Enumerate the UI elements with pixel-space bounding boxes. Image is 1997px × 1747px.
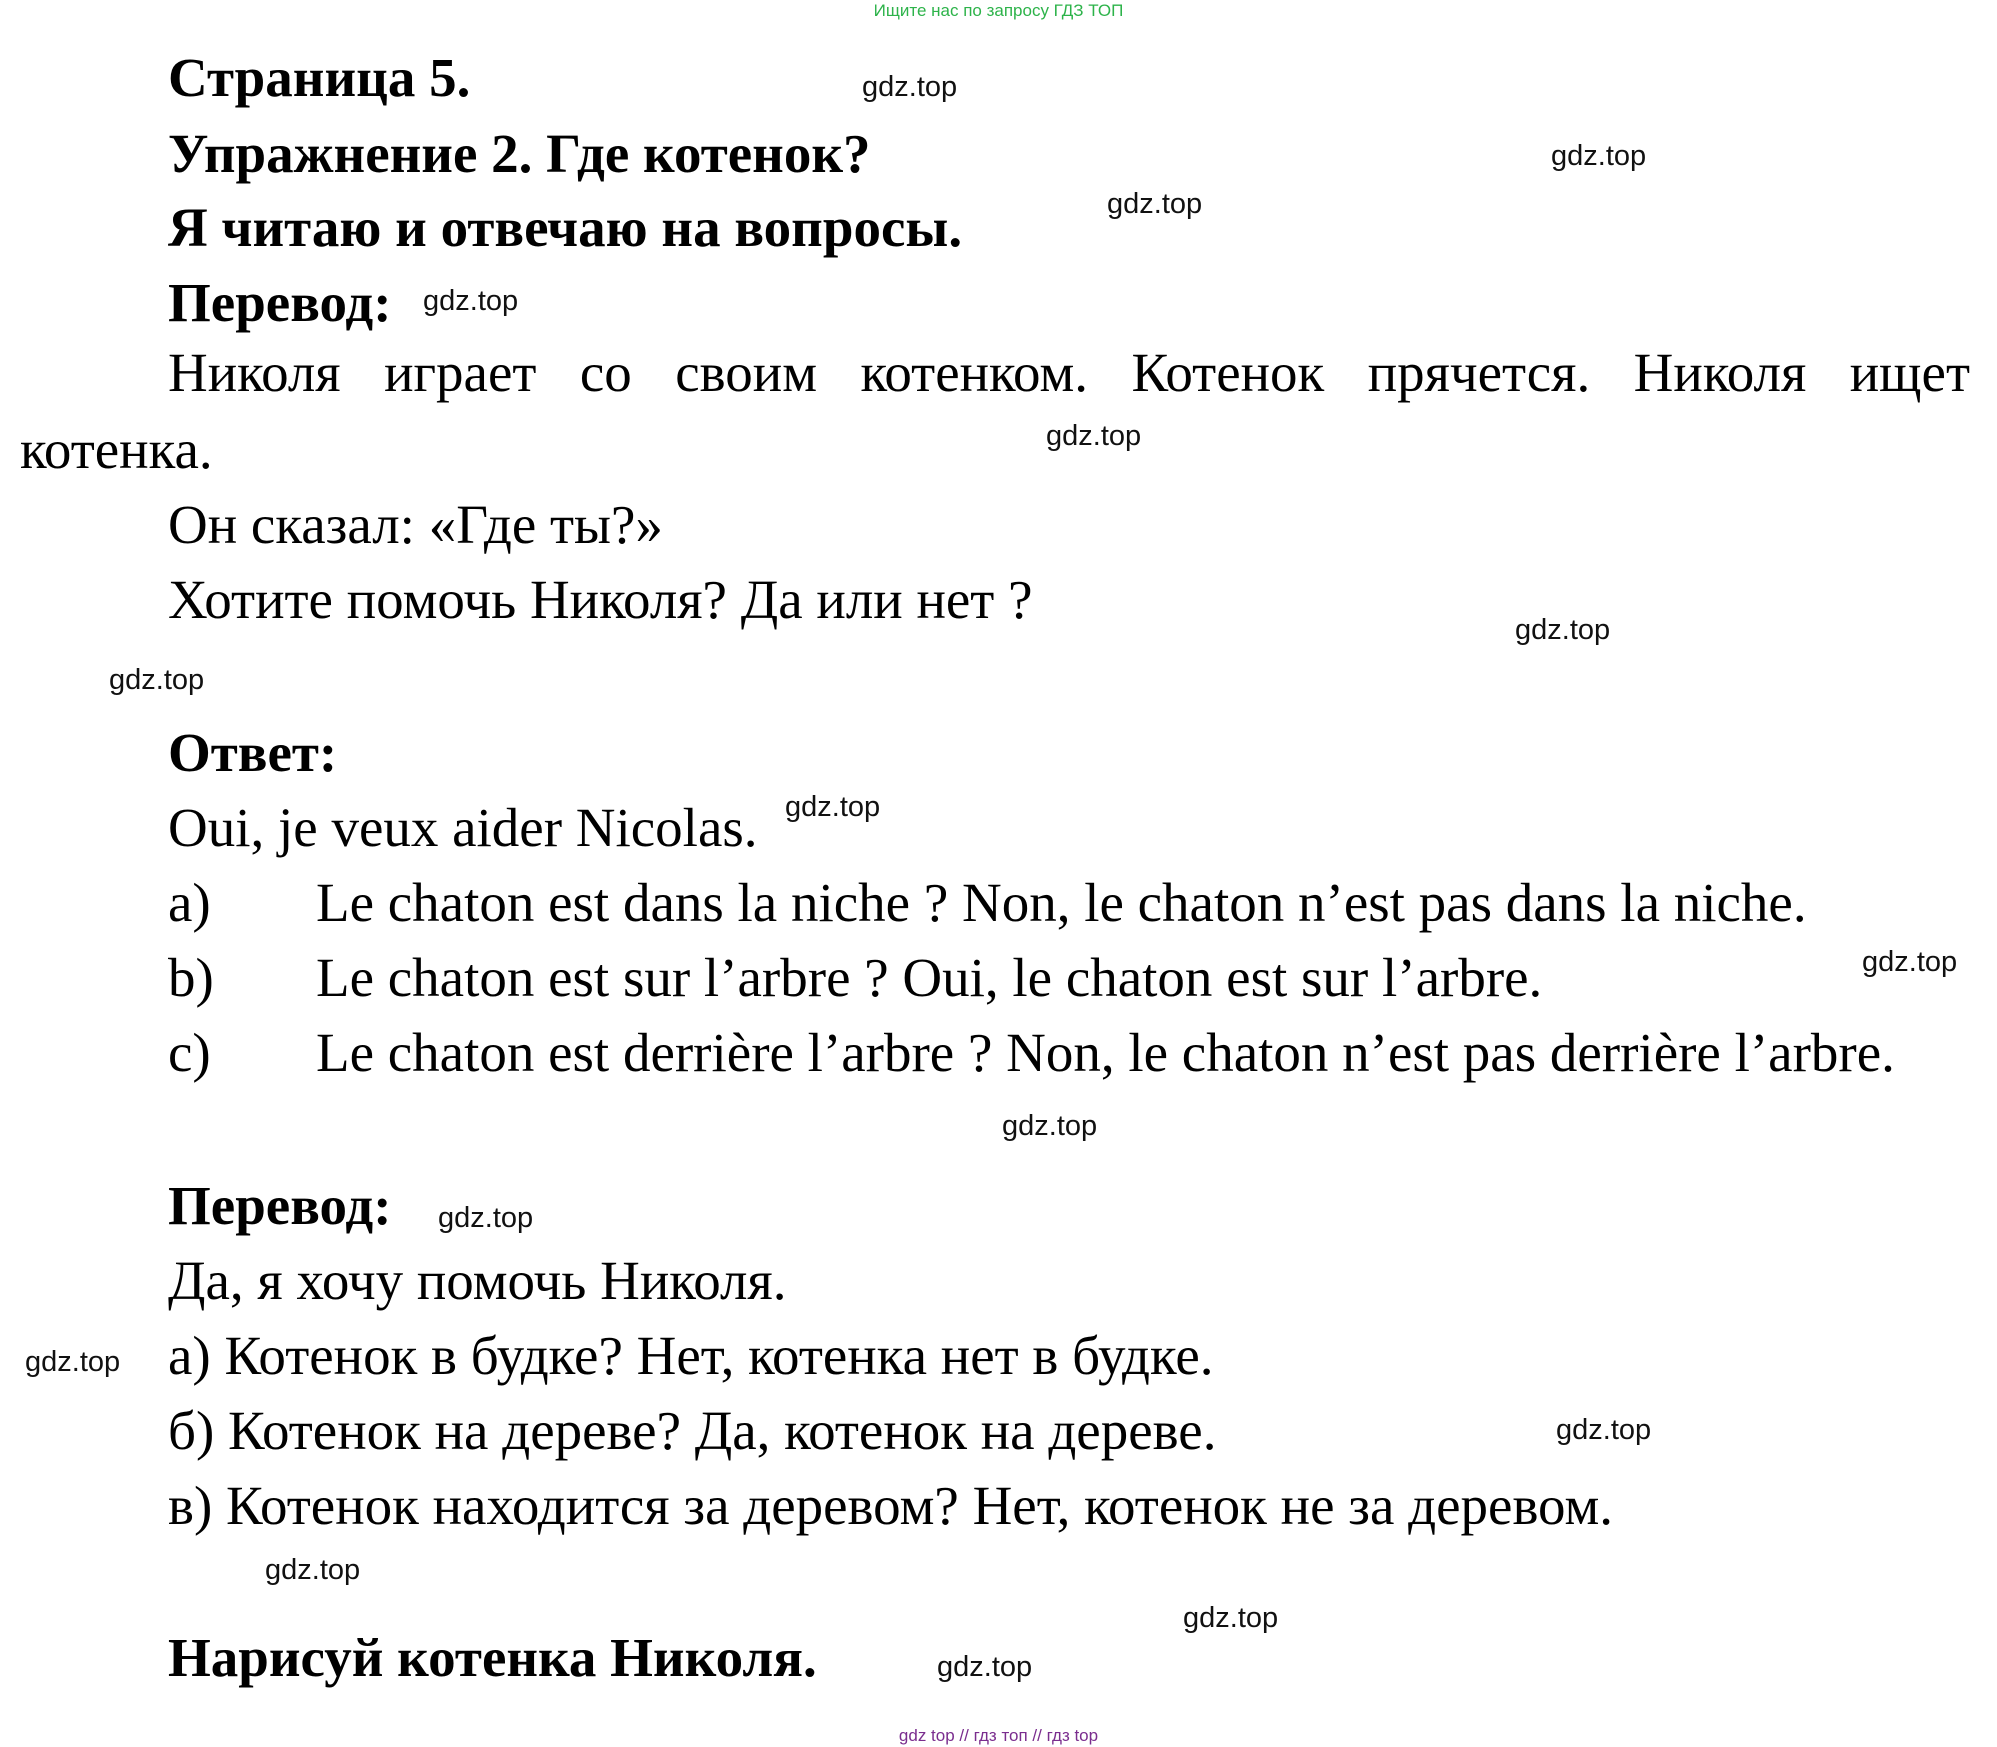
answer-item-letter: b)	[168, 947, 214, 1008]
watermark-text: gdz.top	[862, 71, 958, 103]
translation-line-3: Он сказал: «Где ты?»	[168, 494, 663, 555]
answer-intro: Oui, je veux aider Nicolas.	[168, 797, 758, 858]
answer-item-text: Le chaton est sur l’arbre ? Oui, le chaton est sur l’arbre.	[316, 947, 1543, 1008]
answer-item-letter: c)	[168, 1022, 211, 1083]
watermark-text: gdz.top	[937, 1651, 1033, 1683]
watermark-text: gdz.top	[265, 1554, 361, 1586]
watermark-text: gdz.top	[1183, 1602, 1279, 1634]
watermark-text: gdz.top	[1556, 1414, 1652, 1446]
final-task-heading: Нарисуй котенка Николя.	[168, 1627, 817, 1688]
translation-label: Перевод:	[168, 272, 392, 333]
exercise-heading: Упражнение 2. Где котенок?	[168, 123, 871, 184]
translation-label-2: Перевод:	[168, 1175, 392, 1236]
answer-item-text: Le chaton est dans la niche ? Non, le chaton n’est pas dans la niche.	[316, 872, 1807, 933]
watermark-text: gdz.top	[1046, 420, 1142, 452]
answer-translation-intro: Да, я хочу помочь Николя.	[168, 1250, 787, 1311]
watermark-text: gdz.top	[1551, 140, 1647, 172]
watermark-text: gdz.top	[1002, 1110, 1098, 1142]
watermark-text: gdz.top	[1515, 614, 1611, 646]
task-heading: Я читаю и отвечаю на вопросы.	[168, 197, 963, 258]
watermark-text: gdz.top	[1107, 188, 1203, 220]
top-banner-text: Ищите нас по запросу ГДЗ ТОП	[873, 1, 1124, 20]
watermark-text: gdz.top	[438, 1202, 534, 1234]
translation-line-2: котенка.	[20, 419, 213, 480]
watermark-text: gdz.top	[423, 285, 519, 317]
watermark-text: gdz.top	[109, 664, 205, 696]
watermark-text: gdz.top	[1862, 946, 1958, 978]
answer-translation-item: а) Котенок в будке? Нет, котенка нет в будке.	[168, 1325, 1214, 1386]
page-heading: Страница 5.	[168, 47, 471, 108]
bottom-banner-text: gdz top // гдз топ // гдз top	[898, 1726, 1099, 1745]
answer-item-text: Le chaton est derrière l’arbre ? Non, le chaton n’est pas derrière l’arbre.	[316, 1022, 1895, 1083]
watermark-text: gdz.top	[25, 1346, 121, 1378]
answer-translation-item: б) Котенок на дереве? Да, котенок на дереве.	[168, 1400, 1217, 1461]
watermark-text: gdz.top	[785, 791, 881, 823]
translation-line-1: Николя играет со своим котенком. Котенок прячется. Николя ищет	[168, 342, 1970, 403]
answer-label: Ответ:	[168, 722, 338, 783]
translation-line-4: Хотите помочь Николя? Да или нет ?	[168, 569, 1033, 630]
answer-translation-item: в) Котенок находится за деревом? Нет, котенок не за деревом.	[168, 1475, 1614, 1536]
answer-item-letter: a)	[168, 872, 211, 933]
